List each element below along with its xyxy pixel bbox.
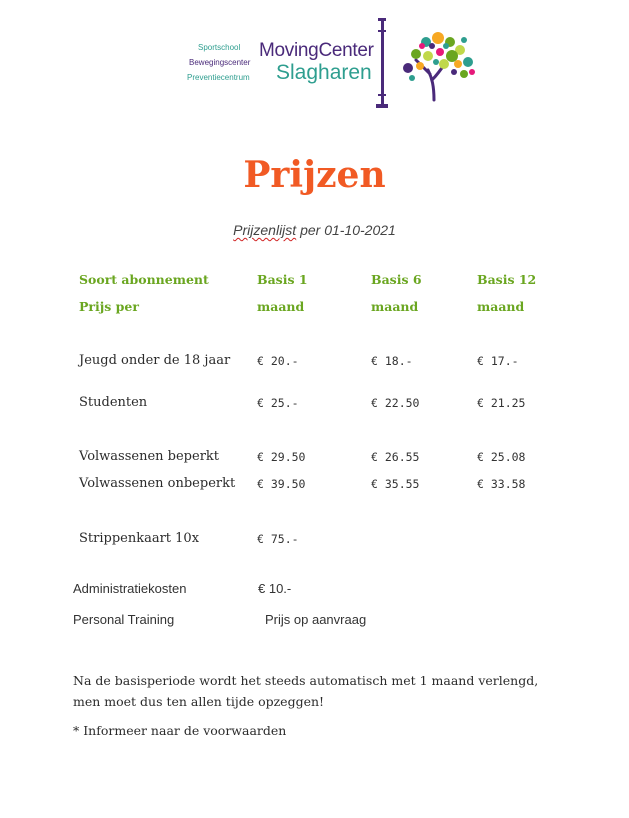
- header-basis6: Basis 6: [371, 272, 422, 287]
- price-beperkt-basis1: € 29.50: [257, 450, 306, 464]
- row-label-studenten: Studenten: [79, 395, 148, 410]
- admin-costs-label: Administratiekosten: [73, 581, 187, 596]
- header-month-1: maand: [257, 299, 305, 314]
- page-title: Prijzen: [243, 154, 386, 196]
- price-beperkt-basis12: € 25.08: [477, 450, 526, 464]
- header-price-per: Prijs per: [79, 299, 139, 314]
- logo-tag-sportschool: Sportschool: [198, 43, 241, 52]
- header-month-6: maand: [371, 299, 419, 314]
- logo-brand-line1: MovingCenter: [259, 40, 374, 61]
- admin-costs-value: € 10.-: [258, 581, 292, 596]
- logo-tag-bewegingscenter: Bewegingscenter: [189, 58, 251, 67]
- header-basis12: Basis 12: [477, 272, 537, 287]
- price-jeugd-basis6: € 18.-: [371, 354, 413, 368]
- price-onbeperkt-basis6: € 35.55: [371, 477, 420, 491]
- row-label-jeugd: Jeugd onder de 18 jaar: [79, 353, 231, 368]
- price-studenten-basis12: € 21.25: [477, 396, 526, 410]
- footnote: * Informeer naar de voorwaarden: [73, 723, 287, 738]
- price-studenten-basis6: € 22.50: [371, 396, 420, 410]
- header-basis1: Basis 1: [257, 272, 308, 287]
- header-type: Soort abonnement: [79, 272, 209, 287]
- price-onbeperkt-basis1: € 39.50: [257, 477, 306, 491]
- row-label-volwassenen-onbeperkt: Volwassenen onbeperkt: [79, 476, 236, 491]
- row-label-volwassenen-beperkt: Volwassenen beperkt: [79, 449, 220, 464]
- price-jeugd-basis12: € 17.-: [477, 354, 519, 368]
- logo-brand-line2: Slagharen: [276, 61, 372, 84]
- subtitle-word: Prijzenlijst: [233, 222, 297, 238]
- renewal-note: Na de basisperiode wordt het steeds automatisch met 1 maand verlengd, men moet dus ten allen tijde opzeggen!: [73, 673, 539, 709]
- price-jeugd-basis1: € 20.-: [257, 354, 299, 368]
- page-subtitle: [0, 222, 629, 238]
- personal-training-value: Prijs op aanvraag: [265, 612, 367, 627]
- price-beperkt-basis6: € 26.55: [371, 450, 420, 464]
- logo-tag-preventiecentrum: Preventiecentrum: [187, 73, 250, 82]
- tree-barbell-logo-icon: [372, 16, 482, 112]
- price-onbeperkt-basis12: € 33.58: [477, 477, 526, 491]
- price-strippenkaart-basis1: € 75.-: [257, 532, 299, 546]
- subtitle-date: per 01-10-2021: [296, 222, 396, 238]
- header-month-12: maand: [477, 299, 525, 314]
- personal-training-label: Personal Training: [73, 612, 175, 627]
- price-studenten-basis1: € 25.-: [257, 396, 299, 410]
- row-label-strippenkaart: Strippenkaart 10x: [79, 531, 200, 546]
